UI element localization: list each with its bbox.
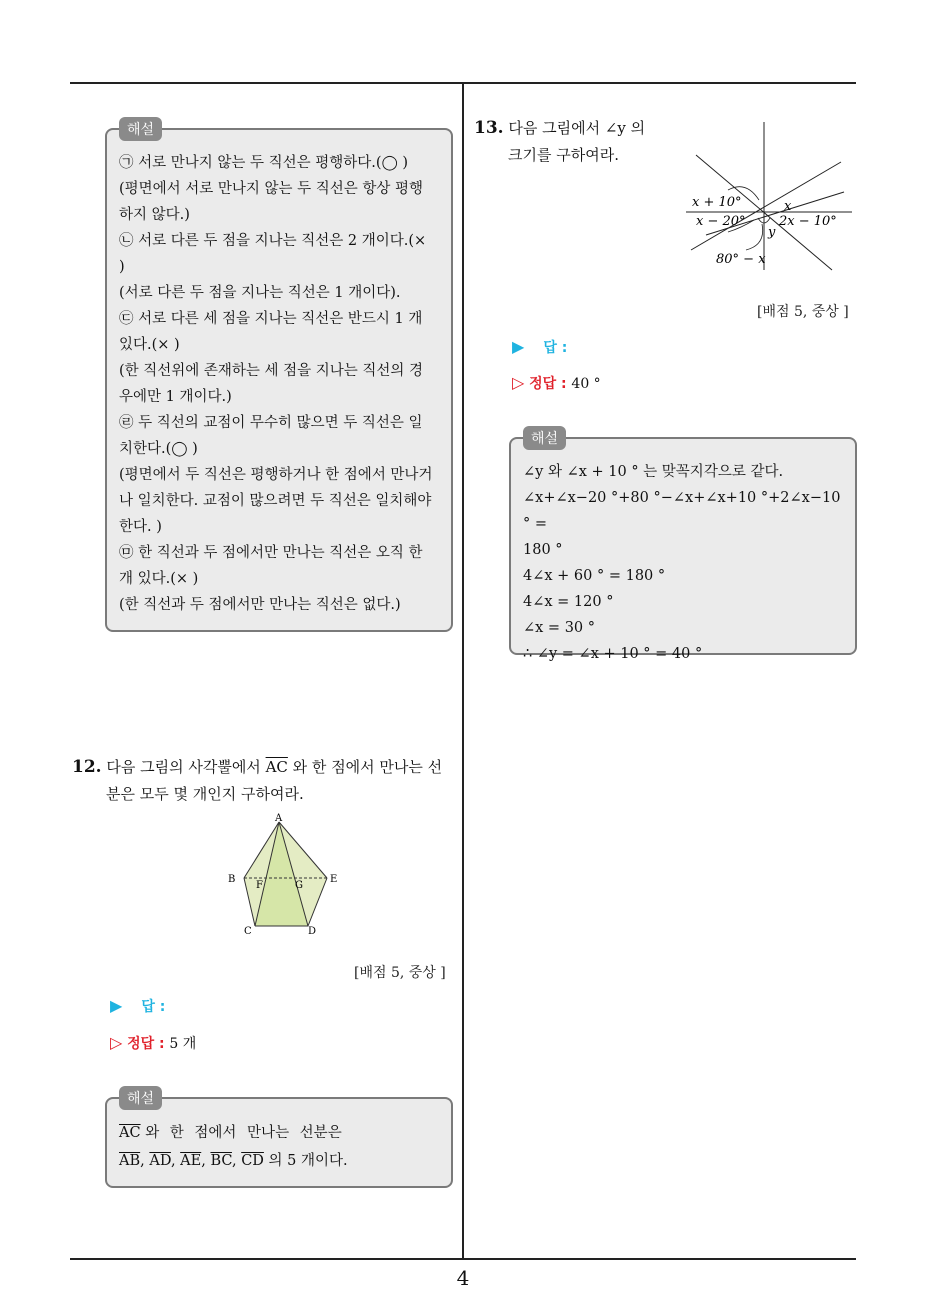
score-12: [배점 5, 중상 ] bbox=[354, 965, 446, 981]
correct-line-12: ▷ 정답 : 5 개 bbox=[110, 1033, 197, 1052]
label-e: E bbox=[330, 874, 338, 885]
correct-value: 40 ° bbox=[571, 376, 601, 392]
solution-line: 180 ° bbox=[523, 542, 563, 558]
angle-figure bbox=[686, 120, 856, 275]
label-80-minus-x: 80° − x bbox=[716, 252, 766, 267]
solution-line: (한 직선위에 존재하는 세 점을 지나는 직선의 경 bbox=[119, 363, 424, 379]
solution-line: ∠x = 30 ° bbox=[523, 620, 596, 636]
label-2x-minus-10: 2x − 10° bbox=[779, 214, 837, 229]
solution-tag: 해설 bbox=[523, 426, 566, 450]
seg-ad: $\overline{AD}$ bbox=[149, 1153, 171, 1169]
answer-line-12: ▶ 답 : bbox=[110, 996, 166, 1015]
correct-label: 정답 : bbox=[127, 1036, 165, 1052]
label-y: y bbox=[768, 225, 776, 240]
solution-segment-ac: $\overline{AC}$ bbox=[119, 1125, 141, 1141]
question-number: 12. bbox=[72, 757, 102, 777]
question-text-c: 분은 모두 몇 개인지 구하여라. bbox=[106, 785, 304, 803]
solution-text-1: 와 한 점에서 만나는 선분은 bbox=[145, 1125, 342, 1141]
seg-cd: $\overline{CD}$ bbox=[241, 1153, 264, 1169]
solution-line: ∠y 와 ∠x + 10 ° 는 맞꼭지각으로 같다. bbox=[523, 464, 784, 480]
answer-label: 답 : bbox=[543, 340, 568, 356]
solution-tag: 해설 bbox=[119, 1086, 162, 1110]
solution-line: ∴ ∠y = ∠x + 10 ° = 40 ° bbox=[523, 646, 703, 662]
solution-line: 치한다.(◯ ) bbox=[119, 441, 198, 457]
solution-line: ㉡ 서로 다른 두 점을 지나는 직선은 2 개이다.(× bbox=[119, 233, 427, 249]
seg-ab: $\overline{AB}$ bbox=[119, 1153, 141, 1169]
label-f: F bbox=[256, 880, 263, 891]
label-a: A bbox=[275, 813, 283, 824]
label-d: D bbox=[308, 926, 317, 937]
column-divider bbox=[462, 83, 464, 1259]
solution-line: 개 있다.(× ) bbox=[119, 571, 199, 587]
page-number: 4 bbox=[456, 1266, 470, 1290]
solution-line: ㉠ 서로 만나지 않는 두 직선은 평행하다.(◯ ) bbox=[119, 155, 409, 171]
solution-box-11 bbox=[105, 122, 453, 632]
solution-line: 있다.(× ) bbox=[119, 337, 180, 353]
solution-text bbox=[107, 130, 451, 628]
question-13 bbox=[474, 115, 694, 169]
correct-line-13: ▷ 정답 : 40 ° bbox=[512, 373, 601, 392]
segment-ac: $\overline{AC}$ bbox=[265, 758, 288, 776]
solution-line: 나 일치한다. 교점이 많으려면 두 직선은 일치해야 bbox=[119, 493, 432, 509]
solution-tail: 의 5 개이다. bbox=[268, 1153, 348, 1169]
question-number: 13. bbox=[474, 118, 504, 138]
label-x-plus-10: x + 10° bbox=[692, 195, 742, 210]
solution-line: ㉢ 서로 다른 세 점을 지나는 직선은 반드시 1 개 bbox=[119, 311, 423, 327]
solution-line: 우에만 1 개이다.) bbox=[119, 389, 232, 405]
solution-line: ㉤ 한 직선과 두 점에서만 만나는 직선은 오직 한 bbox=[119, 545, 423, 561]
solution-line: (평면에서 서로 만나지 않는 두 직선은 항상 평행 bbox=[119, 181, 424, 197]
question-text-b: 크기를 구하여라. bbox=[508, 146, 619, 164]
solution-line: ) bbox=[119, 259, 125, 275]
question-text-a: 다음 그림에서 ∠y 의 bbox=[508, 119, 646, 137]
solution-text bbox=[511, 439, 855, 677]
correct-label: 정답 : bbox=[529, 376, 567, 392]
seg-bc: $\overline{BC}$ bbox=[210, 1153, 232, 1169]
correct-value: 5 개 bbox=[169, 1036, 197, 1052]
solution-line: (평면에서 두 직선은 평행하거나 한 점에서 만나거 bbox=[119, 467, 433, 483]
solution-line: 한다. ) bbox=[119, 519, 162, 535]
seg-ae: $\overline{AE}$ bbox=[180, 1153, 202, 1169]
answer-label: 답 : bbox=[141, 999, 166, 1015]
solution-line: 4∠x = 120 ° bbox=[523, 594, 614, 610]
question-12 bbox=[72, 754, 456, 808]
solution-box-13 bbox=[509, 431, 857, 662]
solution-line: ∠x+∠x−20 °+80 °−∠x+∠x+10 °+2∠x−10 ° = bbox=[523, 490, 841, 532]
question-text-b: 와 한 점에서 만나는 선 bbox=[292, 758, 443, 776]
solution-line: 하지 않다.) bbox=[119, 207, 190, 223]
solution-line: (한 직선과 두 점에서만 만나는 직선은 없다.) bbox=[119, 597, 401, 613]
label-g: G bbox=[295, 880, 303, 891]
pyramid-figure bbox=[222, 812, 342, 937]
solution-box-12: 해설 $\overline{AC}$ 와 한 점에서 만나는 선분은 $\overline{AB}$, $\overline{AD}$, $\overline{AE}$, $\overline{BC}$, $\overline{CD}$ 의 5 개이다. bbox=[105, 1097, 453, 1188]
solution-line: ㉣ 두 직선의 교점이 무수히 많으면 두 직선은 일 bbox=[119, 415, 423, 431]
label-c: C bbox=[244, 926, 252, 937]
label-x: x bbox=[784, 199, 792, 214]
solution-tag: 해설 bbox=[119, 117, 162, 141]
solution-line: (서로 다른 두 점을 지나는 직선은 1 개이다). bbox=[119, 285, 401, 301]
label-b: B bbox=[228, 874, 236, 885]
question-text-a: 다음 그림의 사각뿔에서 bbox=[106, 758, 261, 776]
answer-line-13: ▶ 답 : bbox=[512, 337, 568, 356]
score-13: [배점 5, 중상 ] bbox=[757, 304, 849, 320]
label-x-minus-20: x − 20° bbox=[696, 214, 746, 229]
solution-line: 4∠x + 60 ° = 180 ° bbox=[523, 568, 666, 584]
